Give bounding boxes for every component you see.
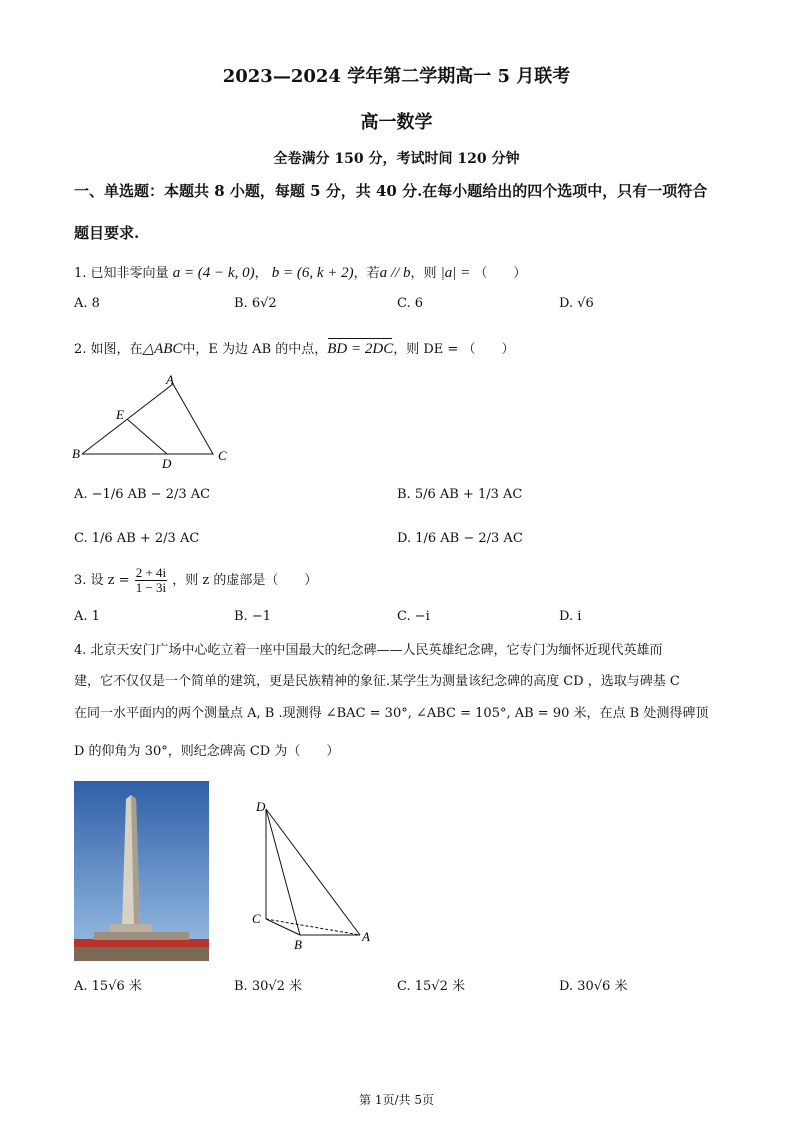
exam-info: 全卷满分 150 分，考试时间 120 分钟 bbox=[273, 151, 520, 167]
q4-option-c: C. 15√2 米 bbox=[397, 979, 465, 994]
q2-answer-blank: （ ） bbox=[462, 342, 515, 357]
q4-line-3: 在同一水平面内的两个测量点 A, B .现测得 ∠BAC = 30°, ∠ABC = 105°, AB = 90 米，在点 B 处测得碑顶 bbox=[74, 706, 709, 721]
label-b: B bbox=[294, 937, 302, 952]
q3-numerator: 2 + 4i bbox=[135, 565, 167, 580]
label-a: A bbox=[166, 372, 174, 387]
label-c: C bbox=[252, 911, 261, 926]
q2-equation: BD = 2DC bbox=[327, 341, 394, 357]
q1-prefix: 1. 已知非零向量 bbox=[74, 266, 169, 281]
q4-line-2: 建，它不仅仅是一个简单的建筑，更是民族精神的象征.某学生为测量该纪念碑的高度 CD ，选取与碑基 C bbox=[74, 674, 680, 689]
q1-vector-a: a = (4 − k, 0) bbox=[172, 265, 255, 281]
label-d: D bbox=[256, 799, 266, 814]
q2-pre: 2. 如图，在 bbox=[74, 342, 143, 357]
q4-option-d: D. 30√6 米 bbox=[559, 979, 628, 994]
q4-line-4: D 的仰角为 30°，则纪念碑高 CD 为（ ） bbox=[74, 744, 340, 759]
q2-option-d: D. 1/6 AB − 2/3 AC bbox=[397, 531, 523, 546]
q2-option-b: B. 5/6 AB + 1/3 AC bbox=[397, 487, 523, 502]
q1-option-a: A. 8 bbox=[74, 296, 100, 311]
subject-title: 高一数学 bbox=[360, 112, 433, 133]
label-a: A bbox=[362, 929, 370, 944]
monument-diagram bbox=[248, 797, 378, 952]
section-heading-cont: 题目要求. bbox=[74, 224, 140, 242]
q4-option-b: B. 30√2 米 bbox=[234, 979, 303, 994]
q2-option-a: A. −1/6 AB − 2/3 AC bbox=[74, 487, 211, 502]
q3-option-b: B. −1 bbox=[234, 609, 271, 624]
label-d: D bbox=[162, 456, 172, 471]
q1-cond: a // b bbox=[379, 265, 411, 281]
q3-post: ，则 z 的虚部是（ ） bbox=[172, 573, 318, 588]
question-3 bbox=[74, 566, 317, 595]
q2-mid: 中，E 为边 AB 的中点， bbox=[182, 342, 328, 357]
label-e: E bbox=[116, 407, 124, 422]
q1-option-c: C. 6 bbox=[397, 296, 424, 311]
q3-fraction bbox=[135, 566, 167, 595]
triangle-figure bbox=[70, 372, 240, 472]
page-number: 第 1页/共 5页 bbox=[359, 1093, 434, 1107]
q3-option-a: A. 1 bbox=[74, 609, 100, 624]
exam-title: 2023—2024 学年第二学期高一 5 月联考 bbox=[222, 66, 571, 87]
label-b: B bbox=[72, 446, 80, 461]
q3-pre: 3. 设 z = bbox=[74, 573, 130, 588]
q1-then: ，则 bbox=[410, 266, 437, 281]
q2-then: ，则 DE = bbox=[393, 342, 459, 357]
q2-triangle: △ABC bbox=[142, 341, 183, 357]
q1-cond-pre: ，若 bbox=[353, 266, 380, 281]
q1-vector-b: b = (6, k + 2) bbox=[271, 265, 354, 281]
q1-option-d: D. √6 bbox=[559, 296, 594, 311]
q1-ask: |a| = bbox=[440, 265, 471, 281]
q4-option-a: A. 15√6 米 bbox=[74, 979, 142, 994]
question-2 bbox=[74, 338, 514, 358]
q1-answer-blank: （ ） bbox=[474, 266, 527, 281]
section-heading: 一、单选题：本题共 8 小题，每题 5 分，共 40 分.在每小题给出的四个选项中，只有一项符合 bbox=[74, 182, 708, 200]
q1-option-b: B. 6√2 bbox=[234, 296, 277, 311]
q3-denominator: 1 − 3i bbox=[135, 580, 167, 595]
label-c: C bbox=[218, 448, 227, 463]
q3-option-d: D. i bbox=[559, 609, 582, 624]
q2-option-c: C. 1/6 AB + 2/3 AC bbox=[74, 531, 200, 546]
monument-photo bbox=[74, 781, 209, 961]
question-1: 1. 已知非零向量 a = (4 − k, 0)， b = (6, k + 2)，若a // b，则 |a| = （ ） bbox=[74, 265, 527, 281]
q4-line-1: 4. 北京天安门广场中心屹立着一座中国最大的纪念碑——人民英雄纪念碑，它专门为缅怀近现代英雄而 bbox=[74, 643, 663, 658]
q3-option-c: C. −i bbox=[397, 609, 430, 624]
